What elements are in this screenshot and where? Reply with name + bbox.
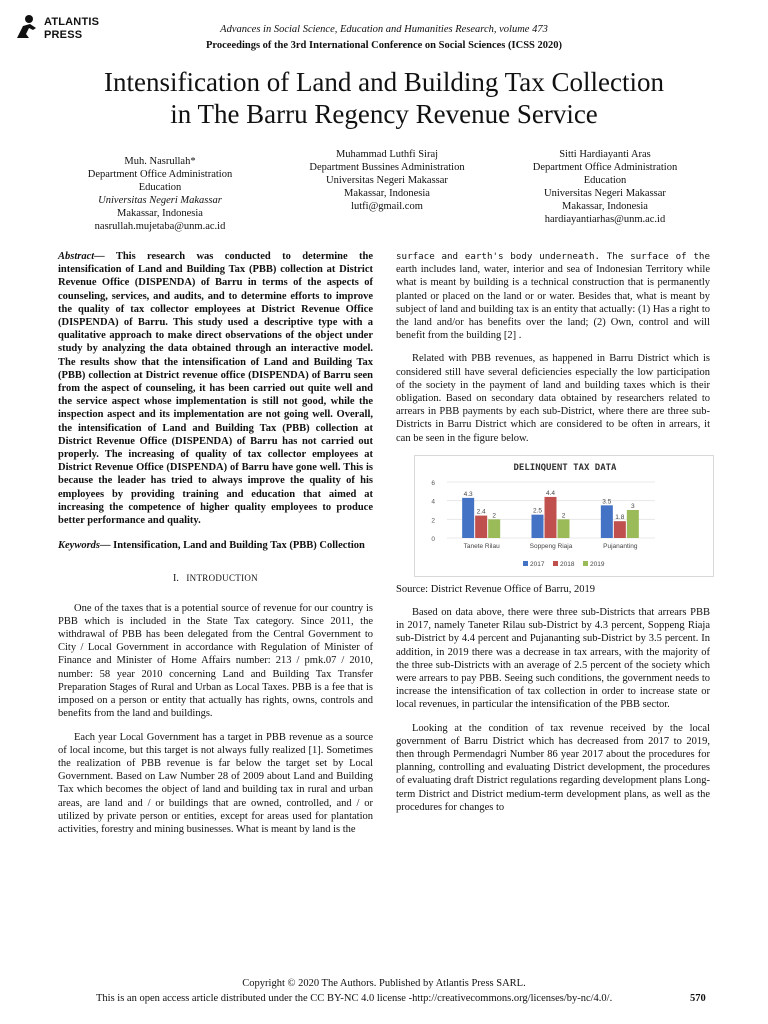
author-dept: Department Bussines Administration (309, 162, 465, 173)
continued-paragraph (396, 250, 710, 342)
section-number: I. (173, 573, 179, 585)
author-name: Muhammad Luthfi Siraj (335, 149, 439, 160)
x-tick-label: Tanete Rilau (463, 542, 500, 550)
section-heading-introduction (58, 572, 373, 585)
chart-svg (415, 456, 715, 578)
copyright-notice: Copyright © 2020 The Authors. Published by Atlantis Press SARL. (242, 978, 526, 989)
author-block-3 (505, 148, 705, 226)
keywords (58, 539, 373, 552)
data-label: 1.8 (615, 514, 625, 522)
author-email: nasrullah.mujetaba@unm.ac.id (94, 221, 226, 232)
bar-2019-1 (558, 519, 570, 538)
legend-swatch-2019 (583, 561, 588, 566)
author-univ: Universitas Negeri Makassar (544, 188, 666, 199)
y-tick-label: 6 (431, 479, 435, 487)
author-name: Muh. Nasrullah* (124, 156, 196, 167)
y-tick-label: 4 (431, 498, 435, 506)
data-label: 2.5 (532, 507, 543, 515)
delinquent-tax-chart (414, 455, 714, 577)
data-label: 2.4 (476, 508, 486, 516)
author-name: Sitti Hardiayanti Aras (559, 149, 651, 160)
logo-text-atlantis: ATLANTIS (44, 16, 100, 28)
author-dept: Department Office Administration (87, 169, 233, 180)
intro-paragraph-1: One of the taxes that is a potential source of revenue for our country is PBB which is included in the State Tax category. Since 2011, the withdrawal of PBB has been delegated from the Central Government to City / Local Government in accordance with Regulation of Minister of Finance and Minister of Home Affairs number: 213 / pmk.07 / 2010, number: 58 year 2010 concerning Land and Building Tax Transfer Preparation Stages of Rural and Urban as Local Taxes. PBB is a fee that is imposed on a person or entity that actually has rights, owns, controls and benefits from the land and buildings. (58, 602, 373, 720)
bar-2017-2 (601, 505, 613, 538)
paper-title-line2: in The Barru Regency Revenue Service (170, 99, 598, 129)
data-label: 2 (561, 512, 566, 520)
author-dept-cont: Education (138, 182, 182, 193)
data-label: 3 (631, 502, 635, 510)
continued-paragraph-start: surface and earth's body underneath. The surface of the (396, 251, 710, 262)
x-tick-label: Pujananting (603, 542, 638, 550)
page-number: 570 (690, 993, 706, 1004)
abstract-text: This research was conducted to determine the intensification of Land and Building Tax (PBB) collection at District Revenue Office (DISPENDA) of Barru in terms of the aspects of counseling, services, and audits, and to determine efforts to improve the quality of tax collector employees at District Revenue Office (DISPENDA) of Barru. This study used a descriptive type with a qualitative approach to make direct observations of the object under study by analyzing the data obtained through an interactive model. The results show that the intensification of Land and Building Tax (PBB) collection at District revenue office (DISPENDA) of Barru seen from the aspect of counseling, it has been carried out quite well and the service aspect whose implementation is still not good, while the inspection aspect and its implementation are not going well. Overall, the intensification of Land and Building Tax (PBB) collection at District Revenue Office (DISPENDA) of Barru has not carried out properly. The increasing of quality of tax collector employees at District Revenue Office (DISPENDA) of Barru have gone well. This is because the leader has tried to always improve the quality of his employees by providing training and education that aimed at increasing the competence of higher quality employees to produce better performance and quality. (58, 251, 373, 527)
right-column (396, 250, 710, 824)
left-column (58, 250, 373, 846)
series-title: Advances in Social Science, Education and Humanities Research, volume 473 (220, 24, 548, 35)
proceedings-title: Proceedings of the 3rd International Conference on Social Sciences (ICSS 2020) (205, 40, 562, 51)
author-dept: Department Office Administration (532, 162, 678, 173)
bar-2019-0 (488, 519, 500, 538)
author-block-2 (287, 148, 487, 213)
legend-label: 2019 (590, 560, 605, 568)
chart-title: DELINQUENT TAX DATA (513, 462, 617, 473)
keywords-label: Keywords (58, 540, 100, 552)
data-label: 4.3 (463, 490, 473, 498)
keywords-text: — Intensification, Land and Building Tax (PBB) Collection (100, 540, 365, 552)
bar-2017-1 (532, 515, 544, 538)
data-analysis-paragraph: Based on data above, there were three sub-Districts that arrears PBB in 2017, namely Taneter Rilau sub-District by 4.3 percent, Soppeng Riaja sub-District by 4.4 percent and Pujananting sub-District by 3.5 percent. In addition, in 2019 there was a decrease in tax arrears, with the majority of the three sub-Districts with an average of 2.5 percent of the society which were arrears to pay PBB. Seeing such conditions, the government needs to increase the intensification of tax collection in order to increase state or local revenues, in particular the intensification of the PBB sector. (396, 607, 710, 711)
bar-2018-1 (545, 497, 557, 538)
bar-2017-0 (462, 498, 474, 538)
author-city: Makassar, Indonesia (344, 188, 430, 199)
legend-label: 2017 (530, 560, 545, 568)
data-label: 2 (492, 512, 496, 520)
author-email: lutfi@gmail.com (351, 201, 423, 212)
author-block-1 (60, 155, 260, 233)
figure-source: Source: District Revenue Office of Barru, 2019 (396, 583, 595, 595)
bar-2018-0 (475, 515, 487, 537)
x-tick-label: Soppeng Riaja (529, 542, 573, 550)
intro-paragraph-2: Each year Local Government has a target in PBB revenue as a source of local income, but this target is not always fully realized [1]. Sometimes the realization of PBB revenue is far below the target set by Local Government. Based on Law Number 28 of 2009 about Land and Building Tax which becomes the object of land and building tax in rural and urban areas, are land and / or buildings that are owned, controlled, and / or utilized by private person or entities, except for areas used for plantation activities, forestry and mining businesses. What is meant by land is the (58, 731, 373, 835)
logo-text-press: PRESS (44, 29, 83, 41)
bar-2019-2 (627, 510, 639, 538)
tax-condition-paragraph: Looking at the condition of tax revenue received by the local government of Barru District which has decreased from 2017 to 2019, then through Permendagri Number 86 year 2017 about the procedures for planning, controlling and evaluating District development, the procedures of evaluating draft District regulations regarding development plans Long-term District and District medium-term development plans, as well as the procedures for changes to (396, 722, 710, 813)
abstract (58, 250, 373, 527)
abstract-label: Abstract (58, 251, 95, 262)
author-dept-cont: Education (583, 175, 627, 186)
section-title: INTRODUCTION (186, 573, 258, 584)
author-city: Makassar, Indonesia (562, 201, 648, 212)
pbb-revenue-paragraph: Related with PBB revenues, as happened in Barru District which is considered still have several deficiencies especially the low participation of the society in the payment of land and building taxes which is their obligation. Based on secondary data obtained by researchers related to arrears in PBB payments by each sub-District, where there are three sub-Districts in Barru District which are considered to be often in arrears, it can be seen in the figure below. (396, 353, 710, 444)
continued-paragraph-rest: earth includes land, water, interior and sea of Indonesian Territory while what is meant by building is a technical construction that is permanently planted or placed on the land or or water. Besides that, what is meant by subject of land and building tax is an entity that actually: (1) Has a right to the land and/or has benefits over the land; (2) Own, control and will benefit from the building [2] . (396, 264, 710, 342)
y-tick-label: 0 (431, 535, 435, 543)
legend-label: 2018 (560, 560, 575, 568)
paper-title (40, 66, 728, 130)
paper-title-line1: Intensification of Land and Building Tax Collection (104, 67, 664, 97)
license-notice: This is an open access article distributed under the CC BY-NC 4.0 license -http://creativecommons.org/licenses/by-nc/4.0/. (96, 993, 613, 1004)
legend-swatch-2018 (553, 561, 558, 566)
author-city: Makassar, Indonesia (117, 208, 203, 219)
bar-2018-2 (614, 521, 626, 538)
author-univ: Universitas Negeri Makassar (98, 195, 222, 206)
data-label: 3.5 (602, 498, 612, 506)
y-tick-label: 2 (431, 517, 435, 525)
data-label: 4.4 (545, 489, 556, 497)
author-univ: Universitas Negeri Makassar (326, 175, 448, 186)
author-email: hardiayantiarhas@unm.ac.id (544, 214, 666, 225)
abstract-dash: — (94, 251, 116, 262)
legend-swatch-2017 (523, 561, 528, 566)
